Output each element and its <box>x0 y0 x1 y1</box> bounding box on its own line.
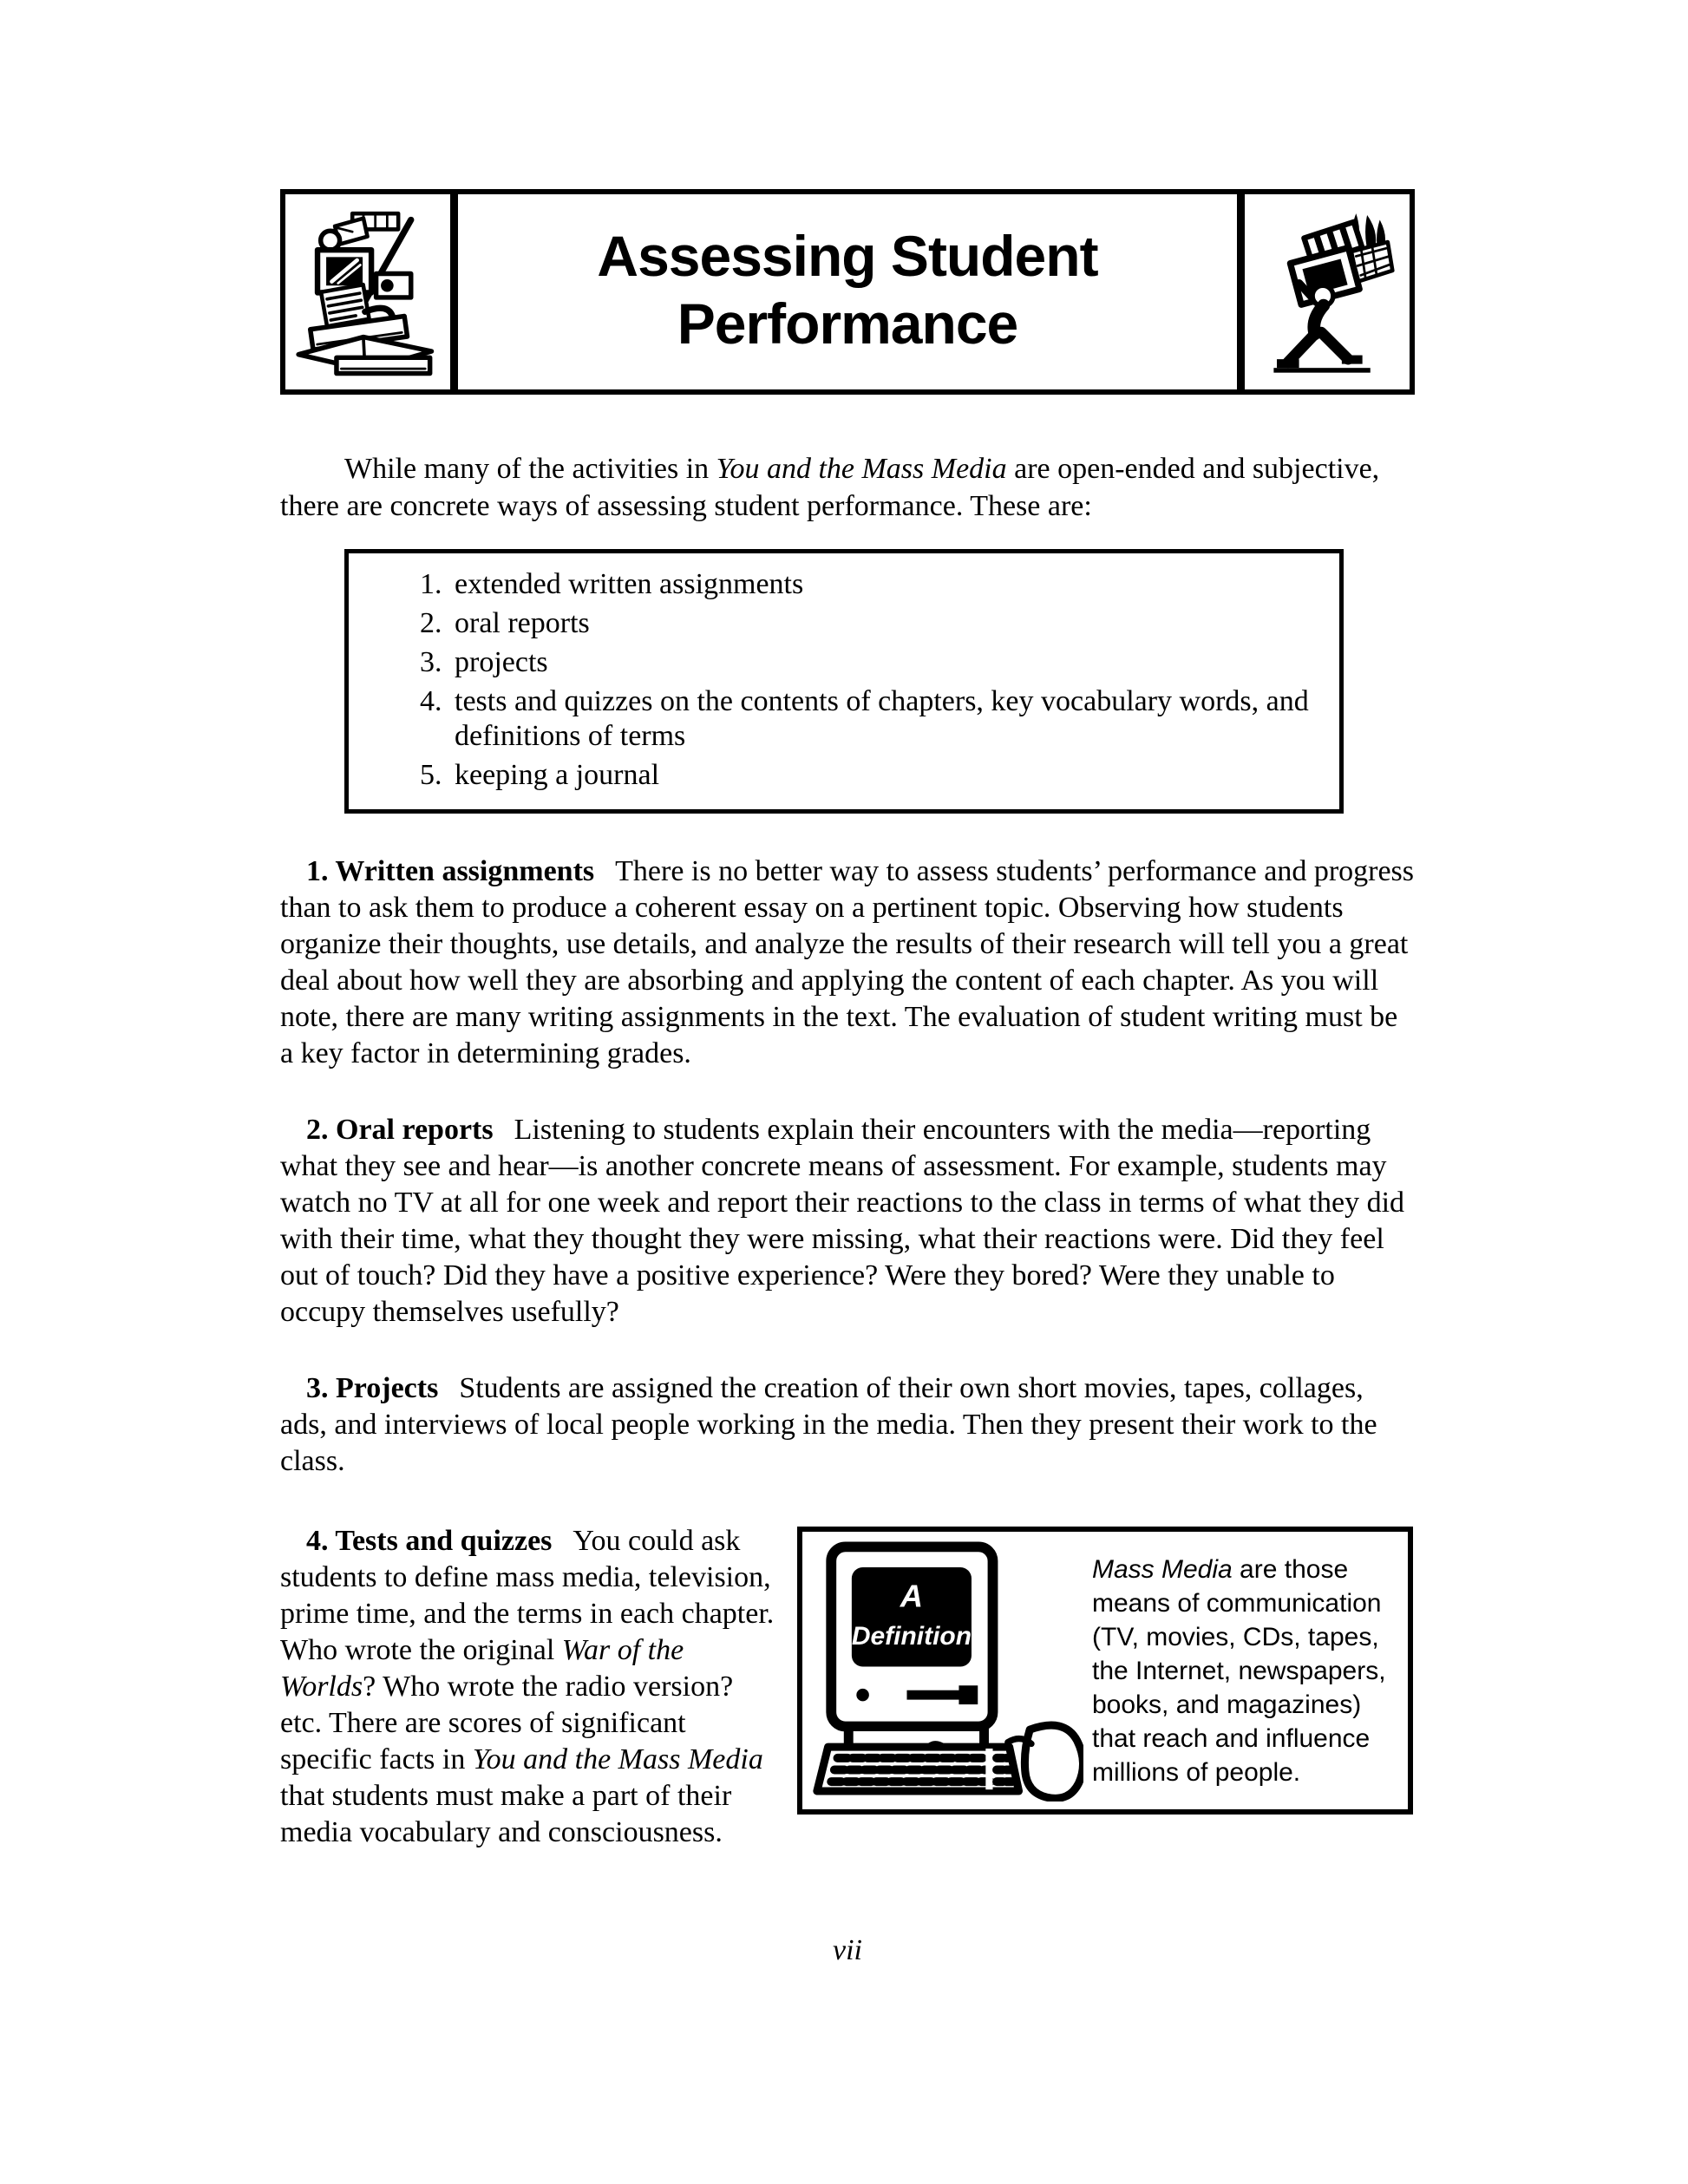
section-written-assignments <box>280 853 1415 1072</box>
apple-logo-icon <box>856 1689 869 1702</box>
section-projects <box>280 1370 1415 1480</box>
screen-text-line1: A <box>900 1578 924 1614</box>
page-title <box>458 194 1237 389</box>
keyboard-icon <box>817 1747 1019 1791</box>
banner-left-divider <box>450 194 458 389</box>
section-heading: 4. Tests and quizzes <box>306 1525 553 1557</box>
figure-carrying-media-clipart-icon <box>1250 203 1404 382</box>
assessment-methods-list <box>349 567 1329 793</box>
page-number: vii <box>833 1934 862 1966</box>
section-heading: 2. Oral reports <box>306 1114 494 1146</box>
page-title-line2: Performance <box>677 291 1018 356</box>
list-item: 1. extended written assignments <box>449 567 1329 602</box>
intro-paragraph: While many of the activities in You and the Mass Media are open-ended and subjective, there are concrete ways of assessing student performance. These are: <box>280 453 1380 522</box>
section-body: You could ask students to define mass media, television, prime time, and the terms in each chapter. Who wrote the original War of the Worlds? Who wrote the radio version? etc. There are scores of significant specific facts in You and the Mass Media that students must make a part of their media vocabulary and consciousness. <box>280 1525 775 1848</box>
page-content <box>280 189 1415 1967</box>
list-item: 5. keeping a journal <box>449 758 1329 793</box>
macintosh-computer-icon <box>808 1540 1083 1801</box>
section-oral-reports <box>280 1112 1415 1331</box>
banner-right-divider <box>1237 194 1245 389</box>
screen-text-line2: Definition <box>851 1622 972 1651</box>
list-item: 2. oral reports <box>449 606 1329 641</box>
banner-right-art <box>1245 194 1410 389</box>
floppy-slot-end <box>958 1685 978 1704</box>
section-body: There is no better way to assess students’ performance and progress than to ask them to produce a coherent essay on a pertinent topic. Observing how students organize their thoughts, use details, and analyze the results of their research will tell you a great deal about how well they are absorbing and applying the content of each chapter. As you will note, there are many writing assignments in the text. The evaluation of student writing must be a key factor in determining grades. <box>280 855 1415 1069</box>
section4-row <box>280 1523 1415 1851</box>
assessment-methods-box <box>344 549 1344 814</box>
page-title-line1: Assessing Student <box>597 223 1098 288</box>
section-heading: 3. Projects <box>306 1372 439 1404</box>
definition-sidebar-box <box>797 1527 1413 1815</box>
header-banner <box>280 189 1415 395</box>
section-tests-and-quizzes <box>280 1523 776 1851</box>
banner-left-art <box>285 194 450 389</box>
list-item: 3. projects <box>449 645 1329 680</box>
section-body: Students are assigned the creation of their own short movies, tapes, collages, ads, and interviews of local people working in the media. Then they present their work to the class. <box>280 1372 1377 1477</box>
list-item: 4. tests and quizzes on the contents of chapters, key vocabulary words, and definitions of terms <box>449 684 1329 754</box>
floppy-slot-icon <box>906 1690 963 1700</box>
section-heading: 1. Written assignments <box>306 855 595 887</box>
mass-media-definition-text: Mass Media are those means of communication (TV, movies, CDs, tapes, the Internet, newspapers, books, and magazines) that reach and influence millions of people. <box>1092 1554 1386 1787</box>
media-pile-clipart-icon <box>291 203 445 382</box>
section-body: Listening to students explain their encounters with the media—reporting what they see and hear—is another concrete means of assessment. For example, students may watch no TV at all for one week and report their reactions to the class in terms of what they did with their time, what they thought they were missing, what their reactions were. Did they feel out of touch? Did they have a positive experience? Were they bored? Were they unable to occupy themselves usefully? <box>280 1114 1405 1328</box>
